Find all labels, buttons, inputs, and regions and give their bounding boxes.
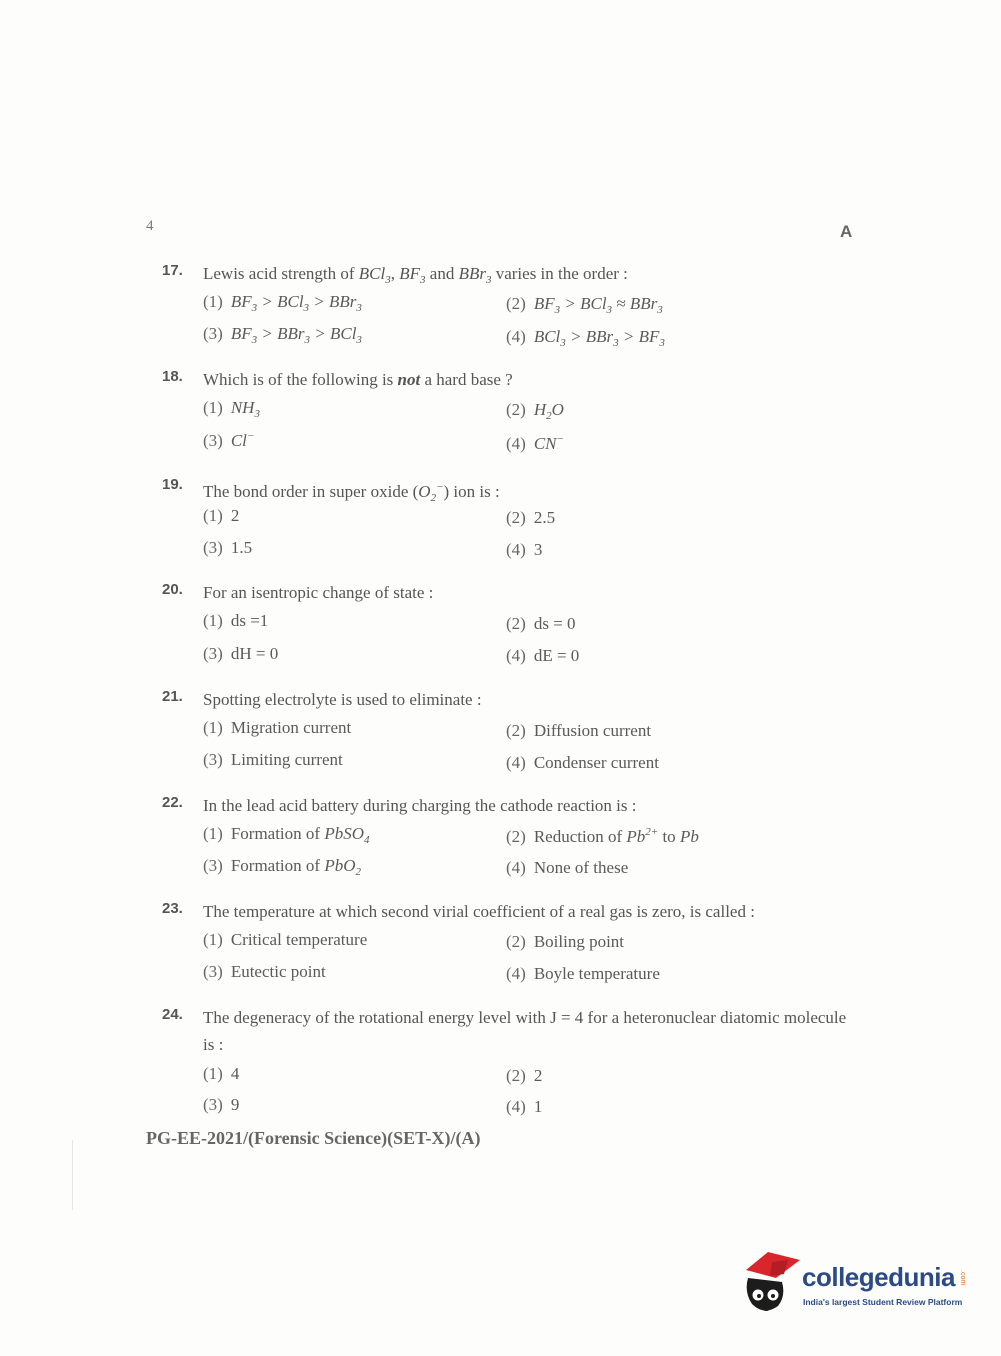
option-3: (3) dH = 0 [203,644,279,663]
question-number: 19. [162,476,183,493]
option-1: (1) 2 [203,506,240,525]
question-number: 24. [162,1006,183,1023]
option-4: (4) None of these [506,858,629,877]
option-3: (3) $BF_3 > BBr_3 > BCl_3$ [203,324,362,346]
question-text: The degeneracy of the rotational energy level with J = 4 for a heteronuclear diatomic molecule is : [203,1008,847,1054]
question-text: Spotting electrolyte is used to eliminate : [203,690,482,709]
option-1: (1) Critical temperature [203,930,368,949]
option-4: (4) 1 [506,1097,543,1116]
option-3: (3) Formation of PbO$_2$ [203,856,361,878]
question-number: 20. [162,581,183,598]
option-1: (1) $NH_3$ [203,398,260,420]
collegedunia-logo[interactable] [742,1248,972,1318]
question-text: In the lead acid battery during charging the cathode reaction is : [203,796,637,815]
paper-code-footer: PG-EE-2021/(Forensic Science)(SET-X)/(A) [146,1128,481,1148]
option-4: (4) CN− [506,433,564,453]
option-4: (4) Boyle temperature [506,964,660,983]
question-text: Lewis acid strength of BCl$_3$, $BF_3$ and BBr$_3$ varies in the order : [203,264,628,286]
question-text: The temperature at which second virial coefficient of a real gas is zero, is called : [203,902,755,921]
question-text: For an isentropic change of state : [203,583,434,602]
question-number: 21. [162,688,183,705]
page-number: 4 [146,218,154,234]
question-number: 23. [162,900,183,917]
option-3: (3) 9 [203,1095,240,1114]
option-4: (4) 3 [506,540,543,559]
option-2: (2) Diffusion current [506,721,652,740]
option-1: (1) ds =1 [203,611,269,630]
question-number: 17. [162,262,183,279]
logo-tagline: India's largest Student Review Platform [803,1297,963,1307]
option-4: (4) dE = 0 [506,646,580,665]
option-2: (2) 2 [506,1066,543,1085]
logo-wordmark: collegedunia [802,1262,955,1292]
option-4: (4) Condenser current [506,753,659,772]
question-number: 18. [162,368,183,385]
option-2: (2) Boiling point [506,932,625,951]
option-3: (3) Limiting current [203,750,343,769]
question-number: 22. [162,794,183,811]
option-1: (1) Formation of PbSO$_4$ [203,824,370,846]
option-3: (3) Eutectic point [203,962,326,981]
option-1: (1) 4 [203,1064,240,1083]
option-2: (2) ds = 0 [506,614,576,633]
option-3: (3) 1.5 [203,538,253,557]
set-letter: A [840,222,853,241]
option-3: (3) Cl− [203,430,255,450]
page-edge-line [72,1140,73,1210]
option-4: (4) $BCl_3 > BBr_3 > BF_3$ [506,327,665,349]
option-1: (1) Migration current [203,718,352,737]
mascot-icon [742,1248,802,1318]
logo-dotcom: .com [959,1270,966,1286]
question-text: Which is of the following is not a hard base ? [203,370,513,389]
option-1: (1) $BF_3 > BCl_3 > BBr_3$ [203,292,362,314]
question-text: The bond order in super oxide $(O_2^-)$ ion is : [203,481,500,504]
option-2: (2) $BF_3 > BCl_3 \approx BBr_3$ [506,294,663,316]
option-2: (2) Reduction of $Pb^{2+}$ to Pb [506,826,699,846]
option-2: (2) 2.5 [506,508,556,527]
option-2: (2) $H_2O$ [506,400,564,422]
